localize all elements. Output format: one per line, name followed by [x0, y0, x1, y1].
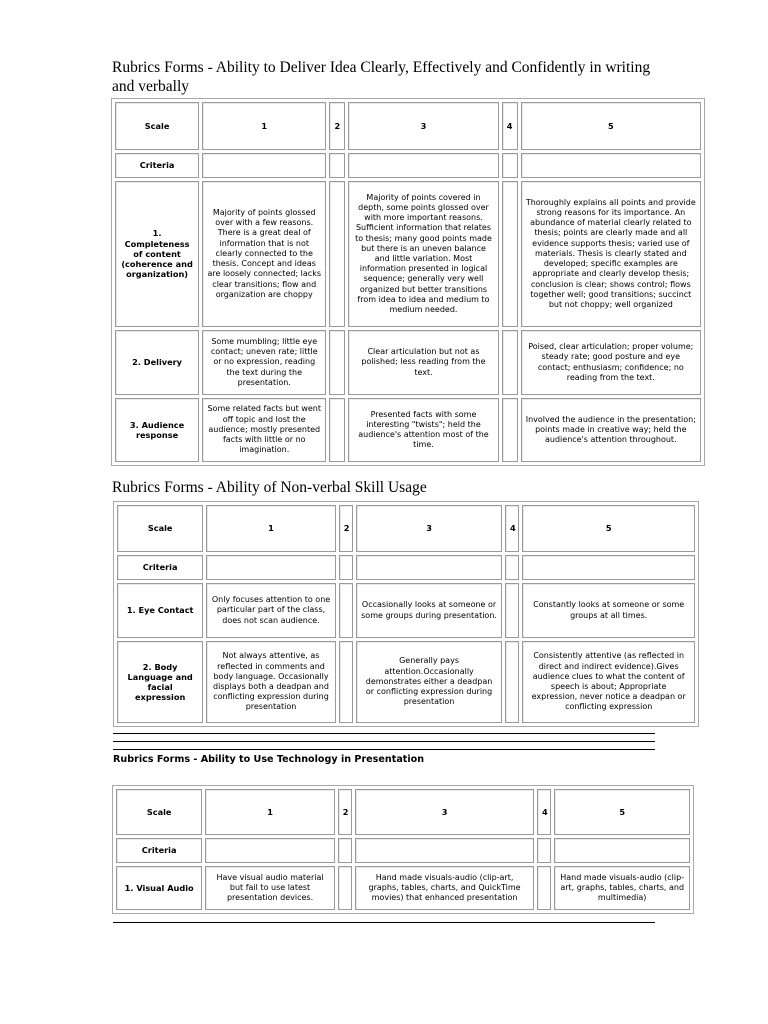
scale-1-header: 1 [202, 102, 326, 150]
empty-cell [202, 153, 326, 178]
section2-title: Rubrics Forms - Ability of Non-verbal Skill Usage [112, 479, 427, 496]
criterion-cell: 1. Completeness of content (coherence and organization) [115, 181, 199, 327]
divider-line [113, 922, 655, 923]
divider-line [113, 749, 655, 750]
scale-1-cell: Only focuses attention to one particular part of the class, does not scan audience. [206, 583, 335, 638]
scale-5-header: 5 [521, 102, 701, 150]
scale-1-cell: Some related facts but went off topic and lost the audience; mostly presented facts with little or no imagination. [202, 398, 326, 462]
scale-5-header: 5 [522, 505, 695, 552]
empty-cell [338, 838, 352, 863]
scale-4-header: 4 [505, 505, 519, 552]
empty-cell [505, 555, 519, 580]
table-row [117, 583, 695, 638]
criterion-cell: 3. Audience response [115, 398, 199, 462]
scale-1-cell: Majority of points glossed over with a few reasons. There is a great deal of information that is not clearly connected to the thesis. Concept and ideas are loosely connected; lacks clear transitions; flow and organization are choppy [202, 181, 326, 327]
scale-2-header: 2 [339, 505, 353, 552]
scale-header: Scale [115, 102, 199, 150]
criterion-cell: 2. Delivery [115, 330, 199, 395]
scale-4-header: 4 [502, 102, 518, 150]
empty-cell [502, 330, 518, 395]
scale-1-header: 1 [206, 505, 335, 552]
scale-header: Scale [117, 505, 203, 552]
empty-cell [339, 583, 353, 638]
scale-5-cell: Constantly looks at someone or some groups at all times. [522, 583, 695, 638]
scale-3-cell: Hand made visuals-audio (clip-art, graphs, tables, charts, and QuickTime movies) that enhanced presentation [355, 866, 534, 910]
empty-cell [502, 398, 518, 462]
empty-cell [206, 555, 335, 580]
empty-cell [205, 838, 334, 863]
scale-3-cell: Presented facts with some interesting "twists"; held the audience's attention most of the time. [348, 398, 498, 462]
table-row [115, 181, 701, 327]
empty-cell [502, 153, 518, 178]
section1-rubric-table [111, 98, 705, 466]
criteria-row [117, 555, 695, 580]
table-header-row [115, 102, 701, 150]
empty-cell [505, 641, 519, 723]
empty-cell [339, 555, 353, 580]
empty-cell [329, 398, 345, 462]
scale-1-header: 1 [205, 789, 334, 835]
empty-cell [537, 838, 551, 863]
scale-3-header: 3 [348, 102, 498, 150]
empty-cell [338, 866, 352, 910]
criteria-label: Criteria [115, 153, 199, 178]
empty-cell [522, 555, 695, 580]
empty-cell [329, 330, 345, 395]
scale-3-cell: Occasionally looks at someone or some groups during presentation. [356, 583, 502, 638]
empty-cell [329, 181, 345, 327]
scale-5-cell: Poised, clear articulation; proper volume; steady rate; good posture and eye contact; enthusiasm; confidence; no reading from the text. [521, 330, 701, 395]
table-header-row [116, 789, 690, 835]
scale-1-cell: Have visual audio material but fail to use latest presentation devices. [205, 866, 334, 910]
table-row [116, 866, 690, 910]
scale-3-header: 3 [355, 789, 534, 835]
empty-cell [502, 181, 518, 327]
scale-3-cell: Generally pays attention.Occasionally demonstrates either a deadpan or conflicting expression during presentation [356, 641, 502, 723]
scale-2-header: 2 [329, 102, 345, 150]
section1-title: Rubrics Forms - Ability to Deliver Idea Clearly, Effectively and Confidently in writing and verbally [112, 59, 651, 95]
scale-header: Scale [116, 789, 202, 835]
table-row [117, 641, 695, 723]
criterion-cell: 2. Body Language and facial expression [117, 641, 203, 723]
empty-cell [356, 555, 502, 580]
divider-line [113, 733, 655, 734]
section2-rubric-table [113, 501, 699, 727]
empty-cell [505, 583, 519, 638]
scale-1-cell: Some mumbling; little eye contact; uneven rate; little or no expression, reading the text during the presentation. [202, 330, 326, 395]
criteria-row [115, 153, 701, 178]
scale-3-header: 3 [356, 505, 502, 552]
table-row [115, 398, 701, 462]
scale-5-cell: Consistently attentive (as reflected in direct and indirect evidence).Gives audience clues to what the content of speech is about; Appropriate expression, never notice a deadpan or conflicting expression [522, 641, 695, 723]
empty-cell [348, 153, 498, 178]
scale-2-header: 2 [338, 789, 352, 835]
criterion-cell: 1. Visual Audio [116, 866, 202, 910]
criteria-label: Criteria [117, 555, 203, 580]
scale-1-cell: Not always attentive, as reflected in comments and body language. Occasionally displays both a deadpan and conflicting expression during presentation [206, 641, 335, 723]
table-header-row [117, 505, 695, 552]
scale-4-header: 4 [537, 789, 551, 835]
section3-title: Rubrics Forms - Ability to Use Technology in Presentation [113, 754, 425, 765]
empty-cell [355, 838, 534, 863]
empty-cell [329, 153, 345, 178]
empty-cell [521, 153, 701, 178]
scale-5-cell: Hand made visuals-audio (clip-art, graphs, tables, charts, and multimedia) [554, 866, 690, 910]
criteria-row [116, 838, 690, 863]
section3-rubric-table [112, 785, 694, 914]
table-row [115, 330, 701, 395]
scale-5-header: 5 [554, 789, 690, 835]
criteria-label: Criteria [116, 838, 202, 863]
empty-cell [537, 866, 551, 910]
empty-cell [554, 838, 690, 863]
scale-3-cell: Clear articulation but not as polished; less reading from the text. [348, 330, 498, 395]
scale-5-cell: Thoroughly explains all points and provide strong reasons for its importance. An abundance of material clearly related to thesis; points are clearly made and all evidence supports thesis; varied use of materials. Thesis is clearly stated and developed; specific examples are appropriate and clearly develop thesis; conclusion is clear; shows control; flows together well; good transitions; succinct but not choppy; well organized [521, 181, 701, 327]
scale-3-cell: Majority of points covered in depth, some points glossed over with more important reasons. Sufficient information that relates to thesis; many good points made but there is an uneven balance and little variation. Most information presented in logical sequence; generally very well organized but better transitions from idea to idea and medium to medium needed. [348, 181, 498, 327]
empty-cell [339, 641, 353, 723]
criterion-cell: 1. Eye Contact [117, 583, 203, 638]
scale-5-cell: Involved the audience in the presentation; points made in creative way; held the audience's attention throughout. [521, 398, 701, 462]
divider-line [113, 741, 655, 742]
